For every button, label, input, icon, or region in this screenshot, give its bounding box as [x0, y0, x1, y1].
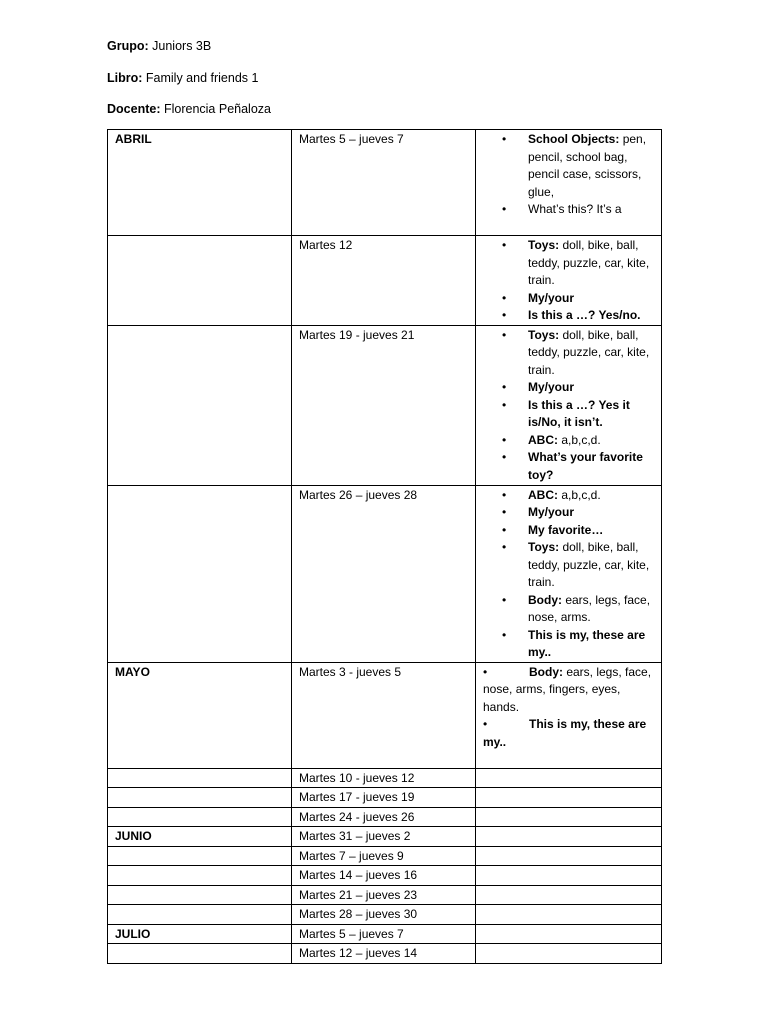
grupo-label: Grupo: — [107, 39, 149, 53]
topic-list — [483, 327, 655, 485]
topics-cell — [476, 885, 662, 905]
month-cell: ABRIL — [108, 130, 292, 236]
topic-bold: Body: — [528, 592, 562, 607]
topic-bold: Toys: — [528, 327, 560, 342]
month-cell — [108, 485, 292, 662]
month-cell — [108, 325, 292, 485]
topics-cell — [476, 130, 662, 236]
month-cell: MAYO — [108, 662, 292, 768]
topic-paragraph — [483, 716, 655, 751]
month-cell — [108, 885, 292, 905]
topic-list — [483, 131, 655, 219]
topics-cell — [476, 905, 662, 925]
topic-bold: ABC: — [528, 487, 558, 502]
list-item — [528, 432, 655, 450]
table-row — [108, 905, 662, 925]
lesson-plan-table — [107, 129, 662, 964]
date-cell: Martes 19 - jueves 21 — [292, 325, 476, 485]
month-cell — [108, 807, 292, 827]
table-row — [108, 807, 662, 827]
month-cell — [108, 944, 292, 964]
topics-cell — [476, 788, 662, 808]
topic-bold: My/your — [528, 380, 575, 394]
topic-bold: My favorite… — [528, 522, 604, 537]
topics-cell — [476, 485, 662, 662]
list-item — [528, 131, 655, 201]
libro-line — [107, 70, 271, 102]
table-row — [108, 944, 662, 964]
date-cell: Martes 12 – jueves 14 — [292, 944, 476, 964]
month-cell — [108, 905, 292, 925]
table-row — [108, 866, 662, 886]
table-row — [108, 485, 662, 662]
date-cell: Martes 5 – jueves 7 — [292, 130, 476, 236]
table-row — [108, 846, 662, 866]
list-item — [528, 237, 655, 290]
docente-line — [107, 101, 271, 133]
list-item — [528, 592, 655, 627]
topic-bold: What’s your favorite toy? — [528, 450, 643, 482]
topic-text: doll, bike, ball, teddy, puzzle, car, kite, train. — [528, 540, 650, 589]
list-item — [528, 290, 655, 308]
table-row — [108, 236, 662, 326]
table-row — [108, 924, 662, 944]
docente-value: Florencia Peñaloza — [163, 102, 271, 116]
date-cell: Martes 5 – jueves 7 — [292, 924, 476, 944]
topics-cell — [476, 768, 662, 788]
table-row — [108, 788, 662, 808]
month-cell — [108, 788, 292, 808]
topics-cell — [476, 662, 662, 768]
date-cell: Martes 21 – jueves 23 — [292, 885, 476, 905]
topic-text: What’s this? It’s a — [528, 202, 622, 216]
topics-cell — [476, 827, 662, 847]
topic-bold: Body: — [529, 664, 563, 679]
month-cell — [108, 846, 292, 866]
bullet-glyph: • — [483, 664, 488, 679]
grupo-value: Juniors 3B — [152, 39, 212, 53]
topic-bold: This is my, these are my.. — [528, 627, 646, 659]
date-cell: Martes 3 - jueves 5 — [292, 662, 476, 768]
table-row — [108, 885, 662, 905]
table-row — [108, 827, 662, 847]
table-row — [108, 768, 662, 788]
libro-value: Family and friends 1 — [145, 70, 259, 85]
table-row — [108, 130, 662, 236]
date-cell: Martes 10 - jueves 12 — [292, 768, 476, 788]
date-cell: Martes 31 – jueves 2 — [292, 827, 476, 847]
topic-text: doll, bike, ball, teddy, puzzle, car, kite, train. — [528, 327, 650, 377]
date-cell: Martes 24 - jueves 26 — [292, 807, 476, 827]
month-cell — [108, 768, 292, 788]
list-item — [528, 201, 655, 219]
topics-cell — [476, 236, 662, 326]
topic-bold: Toys: — [528, 540, 560, 554]
list-item — [528, 504, 655, 522]
table-row — [108, 325, 662, 485]
topics-cell — [476, 944, 662, 964]
list-item — [528, 379, 655, 397]
date-cell: Martes 14 – jueves 16 — [292, 866, 476, 886]
topics-cell — [476, 866, 662, 886]
topic-text: a,b,c,d. — [558, 487, 601, 502]
topic-list — [483, 237, 655, 325]
month-cell: JULIO — [108, 924, 292, 944]
topic-bold: Toys: — [528, 238, 560, 252]
month-cell — [108, 866, 292, 886]
date-cell: Martes 7 – jueves 9 — [292, 846, 476, 866]
docente-label: Docente: — [107, 102, 161, 116]
topic-bold: School Objects: — [528, 132, 620, 146]
list-item — [528, 539, 655, 592]
topic-text: a,b,c,d. — [558, 432, 601, 447]
date-cell: Martes 28 – jueves 30 — [292, 905, 476, 925]
list-item — [528, 627, 655, 662]
topic-text: ears, legs, face, nose, arms. — [528, 592, 651, 624]
topic-list — [483, 487, 655, 662]
list-item — [528, 522, 655, 540]
document-header — [107, 38, 271, 133]
topic-bold: Is this a …? Yes it is/No, it isn’t. — [528, 397, 630, 429]
bullet-glyph: • — [483, 717, 488, 731]
table-row — [108, 662, 662, 768]
date-cell: Martes 17 - jueves 19 — [292, 788, 476, 808]
topic-bold: My/your — [528, 505, 575, 519]
libro-label: Libro: — [107, 70, 143, 85]
topic-text: pen, pencil, school bag, pencil case, scissors, glue, — [528, 132, 647, 199]
topic-bold: Is this a …? Yes/no. — [528, 308, 641, 322]
list-item — [528, 487, 655, 505]
month-cell — [108, 236, 292, 326]
topic-paragraph — [483, 664, 655, 717]
topic-bold: This is my, these are my.. — [483, 717, 647, 749]
topic-bold: ABC: — [528, 432, 558, 447]
topics-cell — [476, 807, 662, 827]
topics-cell — [476, 325, 662, 485]
topics-cell — [476, 924, 662, 944]
topic-text: doll, bike, ball, teddy, puzzle, car, kite, train. — [528, 238, 650, 287]
grupo-line — [107, 38, 271, 70]
topic-bold: My/your — [528, 290, 575, 305]
date-cell: Martes 12 — [292, 236, 476, 326]
list-item — [528, 327, 655, 380]
list-item — [528, 307, 655, 325]
month-cell: JUNIO — [108, 827, 292, 847]
topic-text: ears, legs, face, nose, arms, fingers, eyes, hands. — [483, 664, 652, 714]
date-cell: Martes 26 – jueves 28 — [292, 485, 476, 662]
list-item — [528, 449, 655, 484]
list-item — [528, 397, 655, 432]
topics-cell — [476, 846, 662, 866]
